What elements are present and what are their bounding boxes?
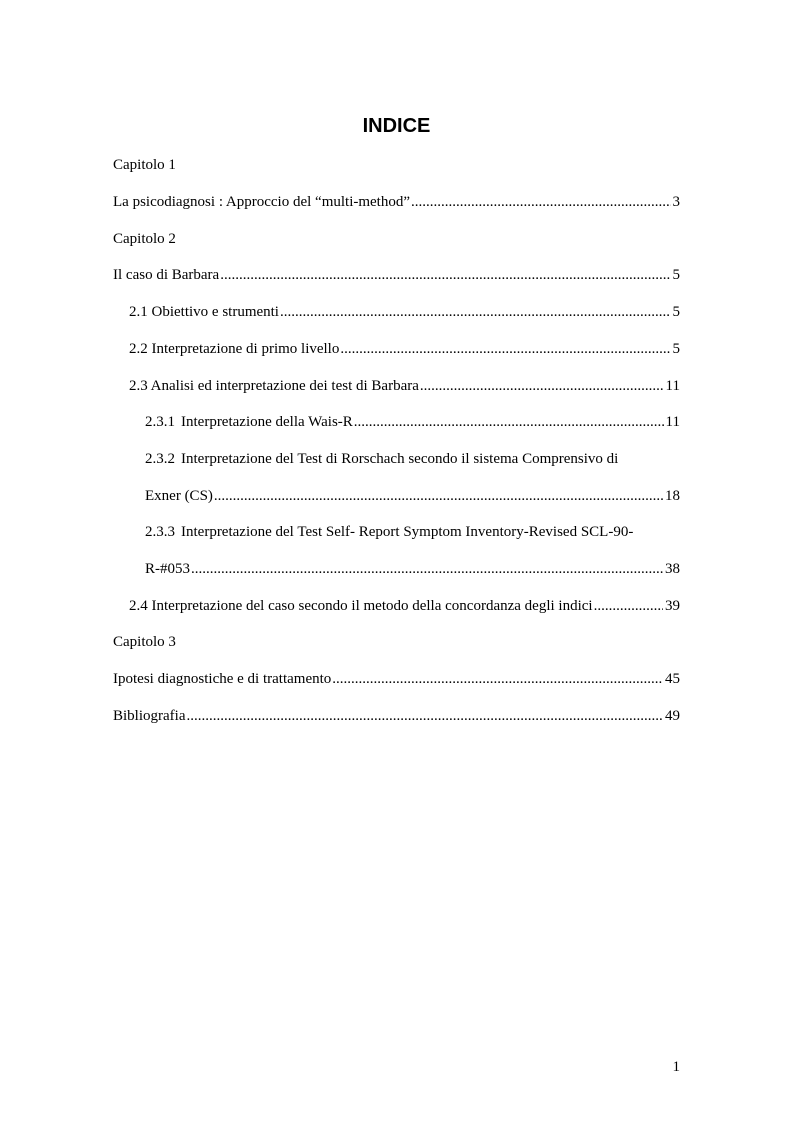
toc-entry-page: 39 bbox=[665, 598, 680, 614]
toc-entry-page: 18 bbox=[665, 488, 680, 504]
toc-entry-2-2[interactable] bbox=[129, 339, 680, 359]
toc-entry-label: 2.3 Analisi ed interpretazione dei test di Barbara bbox=[129, 378, 419, 394]
toc-entry-label bbox=[145, 412, 353, 432]
toc-entry-label: Il caso di Barbara bbox=[113, 267, 220, 283]
toc-entry-label: 2.2 Interpretazione di primo livello bbox=[129, 341, 340, 357]
page-title: INDICE bbox=[362, 115, 431, 137]
toc-entry-text: Interpretazione del Test di Rorschach secondo il sistema Comprensivo di bbox=[181, 451, 619, 467]
toc-entry-2-3[interactable] bbox=[129, 376, 680, 396]
toc-entry-2-1[interactable] bbox=[129, 302, 680, 322]
dot-leader bbox=[594, 596, 663, 616]
toc-entry-number: 2.3.3 bbox=[145, 524, 175, 540]
toc-entry-label: Ipotesi diagnostiche e di trattamento bbox=[113, 671, 332, 687]
chapter-3-heading: Capitolo 3 bbox=[113, 634, 176, 650]
toc-entry-2-3-3-line1[interactable] bbox=[145, 522, 633, 542]
toc-entry-bibliografia[interactable] bbox=[113, 706, 680, 726]
dot-leader bbox=[354, 412, 664, 432]
toc-entry-page: 5 bbox=[672, 267, 680, 283]
dot-leader bbox=[332, 669, 663, 689]
page-number: 1 bbox=[672, 1059, 680, 1075]
toc-entry-page: 3 bbox=[672, 194, 680, 210]
dot-leader bbox=[411, 192, 670, 212]
dot-leader bbox=[186, 706, 663, 726]
toc-entry-text: Interpretazione del Test Self- Report Symptom Inventory-Revised SCL-90- bbox=[181, 524, 634, 540]
dot-leader bbox=[340, 339, 670, 359]
toc-entry-label: 2.1 Obiettivo e strumenti bbox=[129, 304, 279, 320]
toc-entry-2-3-1[interactable] bbox=[145, 412, 680, 432]
dot-leader bbox=[191, 559, 663, 579]
toc-entry-label: R-#053 bbox=[145, 561, 190, 577]
toc-entry-caso-barbara[interactable] bbox=[113, 265, 680, 285]
toc-entry-2-3-2-line1[interactable] bbox=[145, 449, 618, 469]
toc-entry-text: Interpretazione della Wais-R bbox=[181, 414, 353, 430]
toc-entry-page: 5 bbox=[672, 304, 680, 320]
toc-entry-ipotesi[interactable] bbox=[113, 669, 680, 689]
toc-entry-page: 11 bbox=[665, 414, 680, 430]
toc-entry-page: 49 bbox=[665, 708, 680, 724]
toc-entry-label: La psicodiagnosi : Approccio del “multi-method” bbox=[113, 194, 411, 210]
toc-entry-label: Bibliografia bbox=[113, 708, 186, 724]
dot-leader bbox=[214, 486, 663, 506]
toc-entry-2-3-2-line2[interactable] bbox=[145, 486, 680, 506]
toc-entry-page: 38 bbox=[665, 561, 680, 577]
chapter-1-heading: Capitolo 1 bbox=[113, 157, 176, 173]
toc-entry-number: 2.3.1 bbox=[145, 414, 175, 430]
chapter-2-heading: Capitolo 2 bbox=[113, 231, 176, 247]
toc-entry-2-3-3-line2[interactable] bbox=[145, 559, 680, 579]
toc-entry-psicodiagnosi[interactable] bbox=[113, 192, 680, 212]
toc-entry-page: 5 bbox=[672, 341, 680, 357]
toc-entry-page: 45 bbox=[665, 671, 680, 687]
dot-leader bbox=[220, 265, 670, 285]
toc-entry-label: Exner (CS) bbox=[145, 488, 213, 504]
toc-entry-label: 2.4 Interpretazione del caso secondo il metodo della concordanza degli indici bbox=[129, 598, 593, 614]
toc-entry-2-4[interactable] bbox=[129, 596, 680, 616]
dot-leader bbox=[280, 302, 671, 322]
toc-entry-number: 2.3.2 bbox=[145, 451, 175, 467]
dot-leader bbox=[420, 376, 664, 396]
toc-entry-page: 11 bbox=[665, 378, 680, 394]
